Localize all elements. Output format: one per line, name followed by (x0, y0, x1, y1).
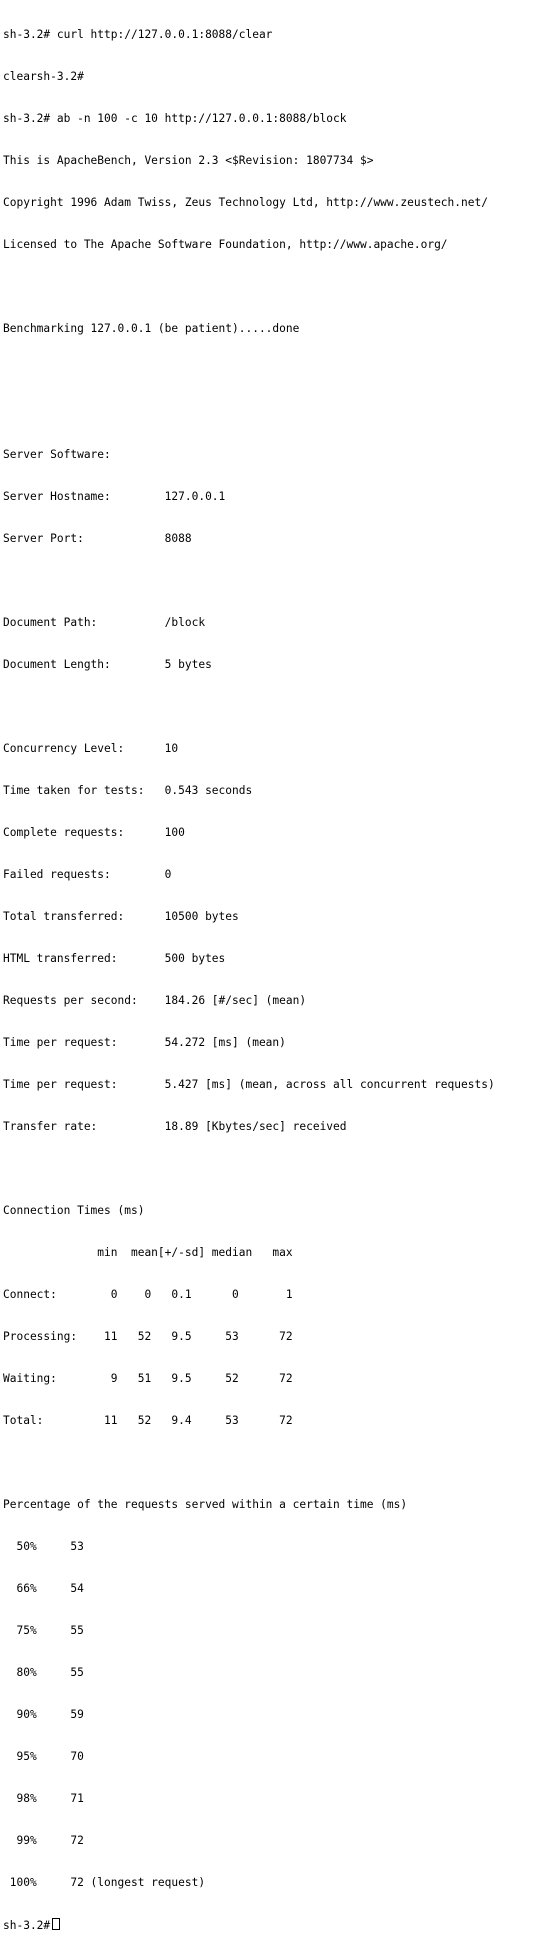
terminal-line: Total: 11 52 9.4 53 72 (3, 1414, 293, 1427)
terminal-line: Benchmarking 127.0.0.1 (be patient).....done (3, 322, 300, 335)
terminal-line: 100% 72 (longest request) (3, 1876, 206, 1889)
terminal-line: Time per request: 5.427 [ms] (mean, across all concurrent requests) (3, 1078, 495, 1091)
terminal-line: Concurrency Level: 10 (3, 742, 179, 755)
terminal-line: Requests per second: 184.26 [#/sec] (mean) (3, 994, 307, 1007)
terminal-line: Percentage of the requests served within a certain time (ms) (3, 1498, 408, 1511)
terminal-line (3, 1162, 538, 1176)
terminal-line (3, 406, 538, 420)
terminal-line: 80% 55 (3, 1666, 84, 1679)
terminal-line: 95% 70 (3, 1750, 84, 1763)
cursor-icon (52, 1918, 60, 1930)
terminal-line (3, 574, 538, 588)
terminal-line (3, 1456, 538, 1470)
terminal-line: Waiting: 9 51 9.5 52 72 (3, 1372, 293, 1385)
terminal-line: Processing: 11 52 9.5 53 72 (3, 1330, 293, 1343)
terminal-line: Document Length: 5 bytes (3, 658, 212, 671)
terminal-line: sh-3.2# ab -n 100 -c 10 http://127.0.0.1:8088/block (3, 112, 347, 125)
terminal-line: Server Port: 8088 (3, 532, 192, 545)
terminal-line: 66% 54 (3, 1582, 84, 1595)
terminal-line: Document Path: /block (3, 616, 206, 629)
terminal-line: Connect: 0 0 0.1 0 1 (3, 1288, 293, 1301)
terminal-line (3, 364, 538, 378)
terminal-line: Server Software: (3, 448, 111, 461)
terminal-window[interactable] (3, 0, 538, 1932)
terminal-line: sh-3.2# curl http://127.0.0.1:8088/clear (3, 28, 273, 41)
terminal-line: Total transferred: 10500 bytes (3, 910, 239, 923)
terminal-line: Time taken for tests: 0.543 seconds (3, 784, 253, 797)
terminal-line: 99% 72 (3, 1834, 84, 1847)
terminal-line (3, 280, 538, 294)
terminal-prompt: sh-3.2# (3, 1919, 51, 1932)
terminal-line: 50% 53 (3, 1540, 84, 1553)
terminal-line: Copyright 1996 Adam Twiss, Zeus Technology Ltd, http://www.zeustech.net/ (3, 196, 488, 209)
terminal-prompt-line[interactable] (3, 1918, 538, 1932)
terminal-line: 90% 59 (3, 1708, 84, 1721)
terminal-line: clearsh-3.2# (3, 70, 84, 83)
terminal-line: min mean[+/-sd] median max (3, 1246, 293, 1259)
terminal-line: Server Hostname: 127.0.0.1 (3, 490, 226, 503)
terminal-line: Complete requests: 100 (3, 826, 185, 839)
terminal-line: Failed requests: 0 (3, 868, 172, 881)
terminal-line: Connection Times (ms) (3, 1204, 145, 1217)
terminal-line: This is ApacheBench, Version 2.3 <$Revision: 1807734 $> (3, 154, 374, 167)
terminal-line: HTML transferred: 500 bytes (3, 952, 226, 965)
terminal-line: 75% 55 (3, 1624, 84, 1637)
terminal-line (3, 700, 538, 714)
terminal-line: Transfer rate: 18.89 [Kbytes/sec] received (3, 1120, 347, 1133)
terminal-line: 98% 71 (3, 1792, 84, 1805)
terminal-line: Licensed to The Apache Software Foundation, http://www.apache.org/ (3, 238, 448, 251)
terminal-line: Time per request: 54.272 [ms] (mean) (3, 1036, 286, 1049)
